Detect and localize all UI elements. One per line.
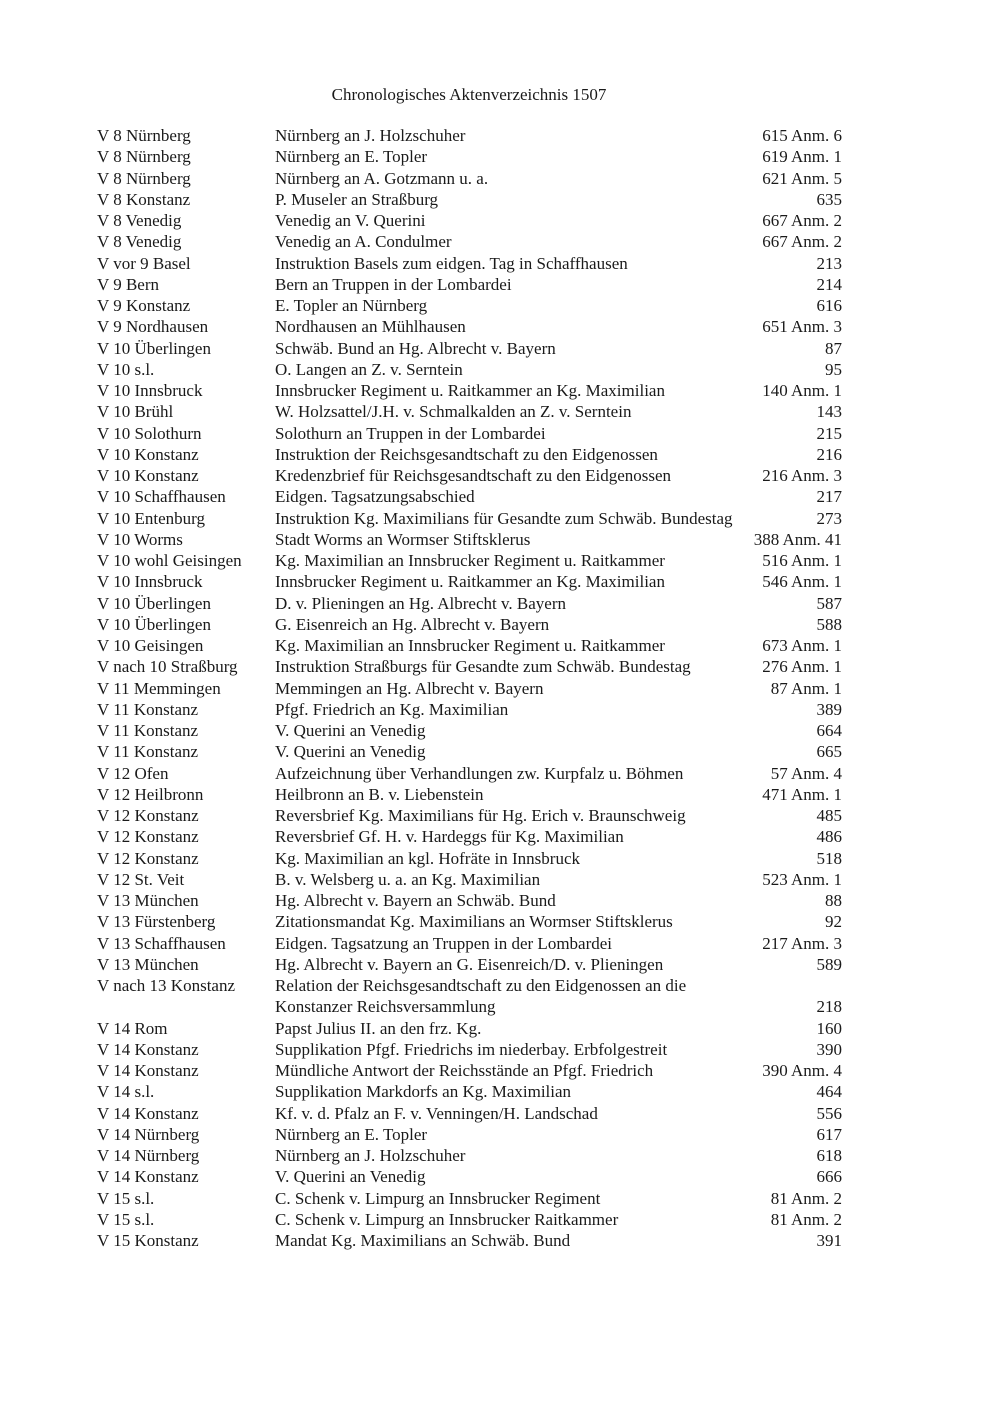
entry-reference: 486 (816, 827, 842, 847)
entry-reference: 88 (825, 891, 842, 910)
register-entry (97, 911, 842, 932)
register-entry (97, 593, 842, 614)
entry-date-place: V 13 Schaffhausen (97, 933, 226, 953)
entry-date-place: V 14 Konstanz (97, 1039, 199, 1059)
entry-description (275, 295, 842, 316)
entry-reference: 388 Anm. 41 (753, 529, 842, 549)
entry-reference: 143 (816, 402, 842, 422)
entry-reference: 673 Anm. 1 (762, 636, 842, 655)
register-entry (97, 295, 842, 316)
entry-description (275, 614, 842, 635)
register-entry (97, 571, 842, 592)
entry-date-place: V 10 Entenburg (97, 508, 205, 528)
entry-description-line: Kredenzbrief für Reichsgesandtschaft zu den Eidgenossen (275, 466, 672, 485)
entry-date-place: V 10 Innsbruck (97, 572, 203, 592)
entry-reference: 95 (825, 359, 842, 379)
entry-reference: 215 (816, 423, 842, 443)
entry-date-place: V 12 Konstanz (97, 827, 199, 847)
entry-description (275, 954, 842, 975)
entry-description (275, 763, 842, 784)
entry-description-line: Instruktion Basels zum eidgen. Tag in Schaffhausen (275, 253, 628, 273)
entry-description-line: Reversbrief Kg. Maximilians für Hg. Erich v. Braunschweig (275, 806, 686, 825)
entry-description-line: Pfgf. Friedrich an Kg. Maximilian (275, 699, 509, 719)
entry-description-line: Supplikation Pfgf. Friedrichs im niederbay. Erbfolgestreit (275, 1039, 668, 1059)
entry-reference: 87 (825, 338, 842, 358)
entry-description-line: Konstanzer Reichsversammlung (275, 997, 496, 1017)
entry-description (275, 444, 842, 465)
entry-reference: 92 (825, 912, 842, 932)
register-entry (97, 401, 842, 422)
entry-description-line: Instruktion Kg. Maximilians für Gesandte zum Schwäb. Bundestag (275, 508, 733, 528)
entry-date-place: V 14 Konstanz (97, 1167, 199, 1187)
entry-date-place: V 14 s.l. (97, 1082, 155, 1102)
entry-description (275, 805, 842, 826)
entry-description (275, 848, 842, 869)
entry-date-place: V 10 Innsbruck (97, 381, 203, 400)
entry-reference: 391 (816, 1231, 842, 1250)
register-entry (97, 805, 842, 826)
entry-date-place: V 10 Brühl (97, 402, 174, 422)
register-entry (97, 550, 842, 571)
entry-description-line: D. v. Plieningen an Hg. Albrecht v. Bayern (275, 593, 566, 613)
register-entry (97, 954, 842, 975)
entry-date-place: V 14 Nürnberg (97, 1124, 200, 1144)
register-entry (97, 699, 842, 720)
register-entry (97, 933, 842, 954)
register-entry (97, 1230, 842, 1251)
entry-description-line: Nürnberg an E. Topler (275, 147, 428, 167)
entry-description-line: Nürnberg an E. Topler (275, 1124, 428, 1144)
entry-description-line: V. Querini an Venedig (275, 1167, 426, 1187)
register-entry (97, 423, 842, 444)
register-entry (97, 125, 842, 146)
entry-reference: 617 (816, 1124, 842, 1144)
entry-date-place: V 14 Konstanz (97, 1061, 199, 1080)
entry-date-place: V 15 s.l. (97, 1188, 155, 1208)
entry-description-line: Instruktion Straßburgs für Gesandte zum Schwäb. Bundestag (275, 657, 691, 677)
entry-date-place: V 15 s.l. (97, 1209, 155, 1229)
entry-date-place: V 14 Rom (97, 1018, 168, 1038)
entry-description-line: Reversbrief Gf. H. v. Hardeggs für Kg. Maximilian (275, 827, 624, 847)
register-entry (97, 146, 842, 167)
entry-description (275, 656, 842, 677)
entry-description (275, 146, 842, 167)
entry-reference: 218 (816, 997, 842, 1017)
register-entry (97, 1018, 842, 1039)
entry-description-line: Papst Julius II. an den frz. Kg. (275, 1018, 482, 1038)
entry-date-place: V nach 10 Straßburg (97, 657, 238, 677)
register-entry (97, 168, 842, 189)
entry-description (275, 720, 842, 741)
entry-date-place: V 10 Solothurn (97, 423, 202, 443)
entry-date-place: V 8 Konstanz (97, 189, 191, 209)
entry-description-line: E. Topler an Nürnberg (275, 296, 428, 315)
entry-description-line: Supplikation Markdorfs an Kg. Maximilian (275, 1082, 572, 1102)
entry-reference: 664 (816, 721, 842, 740)
register-entry (97, 444, 842, 465)
entry-description-line: C. Schenk v. Limpurg an Innsbrucker Regiment (275, 1188, 601, 1208)
entry-description (275, 508, 842, 529)
entry-description-line: Schwäb. Bund an Hg. Albrecht v. Bayern (275, 338, 556, 358)
entry-reference: 556 (816, 1103, 842, 1123)
entry-reference: 619 Anm. 1 (762, 147, 842, 167)
register-entry (97, 1039, 842, 1060)
entry-description-line: W. Holzsattel/J.H. v. Schmalkalden an Z. v. Serntein (275, 402, 632, 422)
entry-description (275, 1039, 842, 1060)
entry-description-line: Bern an Truppen in der Lombardei (275, 274, 512, 294)
entry-reference: 57 Anm. 4 (770, 763, 842, 783)
register-entry (97, 189, 842, 210)
entry-date-place: V 10 Überlingen (97, 593, 211, 613)
entry-description-line: V. Querini an Venedig (275, 742, 426, 762)
entry-description (275, 1188, 842, 1209)
entry-date-place: V 10 Geisingen (97, 636, 204, 655)
entry-description-line: Hg. Albrecht v. Bayern an G. Eisenreich/D. v. Plieningen (275, 954, 664, 974)
entry-reference: 216 Anm. 3 (762, 466, 842, 485)
entry-reference: 651 Anm. 3 (762, 317, 842, 337)
entry-date-place: V 14 Konstanz (97, 1103, 199, 1123)
entry-description-line: Memmingen an Hg. Albrecht v. Bayern (275, 678, 544, 698)
entry-description-line: Hg. Albrecht v. Bayern an Schwäb. Bund (275, 891, 556, 910)
entry-date-place: V 10 Schaffhausen (97, 487, 226, 507)
register-entry (97, 869, 842, 890)
register-entry (97, 1188, 842, 1209)
entry-description (275, 1145, 842, 1166)
entry-date-place: V 12 Konstanz (97, 848, 199, 868)
entry-description-line: C. Schenk v. Limpurg an Innsbrucker Raitkammer (275, 1209, 619, 1229)
entry-date-place: V 8 Nürnberg (97, 147, 191, 167)
entry-description (275, 1166, 842, 1187)
entry-date-place: V 9 Nordhausen (97, 317, 209, 337)
entry-description (275, 1230, 842, 1251)
entry-description (275, 210, 842, 231)
entry-description (275, 231, 842, 252)
entry-date-place: V 10 Worms (97, 529, 183, 549)
register-entry (97, 635, 842, 656)
entry-date-place: V vor 9 Basel (97, 253, 191, 273)
entry-description (275, 571, 842, 592)
entry-description-line: Nürnberg an J. Holzschuher (275, 1146, 466, 1165)
entry-date-place: V 12 Ofen (97, 763, 169, 783)
entry-description (275, 274, 842, 295)
entry-date-place: V 13 Fürstenberg (97, 912, 216, 932)
entry-description-line: Kg. Maximilian an Innsbrucker Regiment u. Raitkammer (275, 636, 665, 655)
register-entry (97, 1103, 842, 1124)
entry-description (275, 890, 842, 911)
entry-reference: 546 Anm. 1 (762, 572, 842, 592)
register-entry (97, 210, 842, 231)
entry-reference: 587 (816, 593, 842, 613)
entry-date-place: V 15 Konstanz (97, 1231, 199, 1250)
entry-description-line: Kf. v. d. Pfalz an F. v. Venningen/H. Landschad (275, 1103, 598, 1123)
entry-reference: 485 (816, 806, 842, 825)
entry-reference: 214 (816, 274, 842, 294)
entry-reference: 390 Anm. 4 (762, 1061, 842, 1080)
entry-description (275, 189, 842, 210)
entry-description (275, 423, 842, 444)
register-entry (97, 826, 842, 847)
register-entry (97, 614, 842, 635)
register-entry (97, 359, 842, 380)
entry-description (275, 359, 842, 380)
entry-reference: 615 Anm. 6 (762, 126, 842, 145)
entry-description-line: Nürnberg an A. Gotzmann u. a. (275, 168, 489, 188)
register-entry (97, 720, 842, 741)
register-entry (97, 784, 842, 805)
register-entry (97, 1166, 842, 1187)
entry-description (275, 699, 842, 720)
entry-date-place: V 10 Konstanz (97, 444, 199, 464)
register-entry (97, 848, 842, 869)
entry-description-line: Relation der Reichsgesandtschaft zu den Eidgenossen an die (275, 976, 687, 995)
entry-date-place: V 11 Memmingen (97, 678, 221, 698)
entry-description (275, 401, 842, 422)
entry-description (275, 550, 842, 571)
entry-description-line: Instruktion der Reichsgesandtschaft zu den Eidgenossen (275, 444, 658, 464)
register-entry (97, 1081, 842, 1102)
entry-reference: 276 Anm. 1 (762, 657, 842, 677)
entry-date-place: V 13 München (97, 891, 199, 910)
register-entry (97, 975, 842, 1018)
entry-description-line: Innsbrucker Regiment u. Raitkammer an Kg. Maximilian (275, 572, 665, 592)
entry-reference: 523 Anm. 1 (762, 869, 842, 889)
entry-reference: 635 (816, 189, 842, 209)
entry-reference: 217 Anm. 3 (762, 933, 842, 953)
entry-description-line: Kg. Maximilian an kgl. Hofräte in Innsbruck (275, 848, 580, 868)
register-entry (97, 486, 842, 507)
entry-description-line: P. Museler an Straßburg (275, 189, 439, 209)
entry-date-place: V 10 Konstanz (97, 466, 199, 485)
entry-description-line: Heilbronn an B. v. Liebenstein (275, 784, 484, 804)
entry-description-line: Nordhausen an Mühlhausen (275, 317, 466, 337)
entry-reference: 273 (816, 508, 842, 528)
entry-date-place: V 8 Venedig (97, 232, 182, 252)
entry-description-line: Aufzeichnung über Verhandlungen zw. Kurpfalz u. Böhmen (275, 763, 684, 783)
entry-description-line: Innsbrucker Regiment u. Raitkammer an Kg. Maximilian (275, 381, 665, 400)
entry-date-place: V 11 Konstanz (97, 721, 199, 740)
entry-reference: 213 (816, 253, 842, 273)
entry-reference: 518 (816, 848, 842, 868)
entry-reference: 616 (816, 296, 842, 315)
entry-date-place: V 8 Venedig (97, 211, 182, 230)
entry-date-place: V 10 Überlingen (97, 338, 211, 358)
entry-description (275, 1081, 842, 1102)
entry-reference: 390 (816, 1039, 842, 1059)
entry-description (275, 1124, 842, 1145)
entry-reference: 217 (816, 487, 842, 507)
entry-reference: 471 Anm. 1 (762, 784, 842, 804)
entry-reference: 160 (816, 1018, 842, 1038)
entry-reference: 588 (816, 614, 842, 634)
entry-date-place: V nach 13 Konstanz (97, 976, 236, 995)
entry-description-line: Solothurn an Truppen in der Lombardei (275, 423, 546, 443)
register-entry (97, 741, 842, 762)
running-header: Chronologisches Aktenverzeichnis 1507 (331, 85, 607, 104)
register-entry (97, 1209, 842, 1230)
entry-description (275, 741, 842, 762)
entry-description (275, 678, 842, 699)
entry-description-line: Eidgen. Tagsatzung an Truppen in der Lombardei (275, 933, 613, 953)
register-entry (97, 529, 842, 550)
entry-description (275, 826, 842, 847)
entry-date-place: V 11 Konstanz (97, 742, 199, 762)
chronological-register (97, 125, 842, 1251)
entry-description (275, 486, 842, 507)
entry-description-line: Mandat Kg. Maximilians an Schwäb. Bund (275, 1231, 571, 1250)
entry-date-place: V 10 Überlingen (97, 614, 211, 634)
register-entry (97, 1060, 842, 1081)
register-entry (97, 656, 842, 677)
entry-date-place: V 9 Bern (97, 274, 160, 294)
entry-description (275, 784, 842, 805)
entry-description (275, 380, 842, 401)
register-entry (97, 231, 842, 252)
entry-reference: 667 Anm. 2 (762, 232, 842, 252)
register-entry (97, 316, 842, 337)
entry-description (275, 125, 842, 146)
register-entry (97, 380, 842, 401)
register-entry (97, 1124, 842, 1145)
entry-date-place: V 12 St. Veit (97, 869, 185, 889)
entry-reference: 618 (816, 1146, 842, 1165)
entry-description-line: Venedig an A. Condulmer (275, 232, 452, 252)
entry-description (275, 1060, 842, 1081)
entry-description (275, 593, 842, 614)
entry-description-line: Nürnberg an J. Holzschuher (275, 126, 466, 145)
register-entry (97, 763, 842, 784)
entry-description-line: B. v. Welsberg u. a. an Kg. Maximilian (275, 869, 541, 889)
entry-date-place: V 10 s.l. (97, 359, 155, 379)
entry-reference: 621 Anm. 5 (762, 168, 842, 188)
register-entry (97, 338, 842, 359)
entry-date-place: V 12 Konstanz (97, 806, 199, 825)
entry-description (275, 1209, 842, 1230)
entry-date-place: V 8 Nürnberg (97, 126, 191, 145)
entry-date-place: V 14 Nürnberg (97, 1146, 200, 1165)
entry-description (275, 465, 842, 486)
entry-date-place: V 10 wohl Geisingen (97, 551, 242, 570)
entry-description (275, 1103, 842, 1124)
register-entry (97, 1145, 842, 1166)
entry-description-line: G. Eisenreich an Hg. Albrecht v. Bayern (275, 614, 550, 634)
entry-date-place: V 13 München (97, 954, 199, 974)
entry-description (275, 911, 842, 932)
entry-description-line: Stadt Worms an Wormser Stiftsklerus (275, 529, 531, 549)
entry-description (275, 869, 842, 890)
register-entry (97, 508, 842, 529)
entry-description (275, 316, 842, 337)
entry-date-place: V 12 Heilbronn (97, 784, 204, 804)
entry-description-line: O. Langen an Z. v. Serntein (275, 359, 463, 379)
entry-description (275, 635, 842, 656)
entry-reference: 516 Anm. 1 (762, 551, 842, 570)
entry-description-line: Mündliche Antwort der Reichsstände an Pfgf. Friedrich (275, 1061, 654, 1080)
entry-description (275, 253, 842, 274)
entry-reference: 81 Anm. 2 (770, 1188, 842, 1208)
entry-description-line: Venedig an V. Querini (275, 211, 426, 230)
entry-description (275, 168, 842, 189)
entry-date-place: V 9 Konstanz (97, 296, 191, 315)
entry-description-line: Kg. Maximilian an Innsbrucker Regiment u. Raitkammer (275, 551, 665, 570)
entry-date-place: V 8 Nürnberg (97, 168, 191, 188)
entry-description (275, 975, 842, 1018)
entry-reference: 87 Anm. 1 (770, 678, 842, 698)
entry-description (275, 933, 842, 954)
register-entry (97, 465, 842, 486)
entry-description (275, 1018, 842, 1039)
entry-reference: 464 (816, 1082, 842, 1102)
entry-reference: 389 (816, 699, 842, 719)
entry-reference: 666 (816, 1167, 842, 1187)
entry-reference: 81 Anm. 2 (770, 1209, 842, 1229)
register-entry (97, 890, 842, 911)
register-entry (97, 678, 842, 699)
entry-reference: 589 (816, 954, 842, 974)
entry-reference: 665 (816, 742, 842, 762)
entry-date-place: V 11 Konstanz (97, 699, 199, 719)
entry-reference: 140 Anm. 1 (762, 381, 842, 400)
entry-reference: 667 Anm. 2 (762, 211, 842, 230)
entry-description-line: Zitationsmandat Kg. Maximilians an Wormser Stiftsklerus (275, 912, 673, 932)
entry-reference: 216 (816, 444, 842, 464)
register-entry (97, 274, 842, 295)
entry-description (275, 338, 842, 359)
entry-description-line: V. Querini an Venedig (275, 721, 426, 740)
register-entry (97, 253, 842, 274)
entry-description-line: Eidgen. Tagsatzungsabschied (275, 487, 475, 507)
